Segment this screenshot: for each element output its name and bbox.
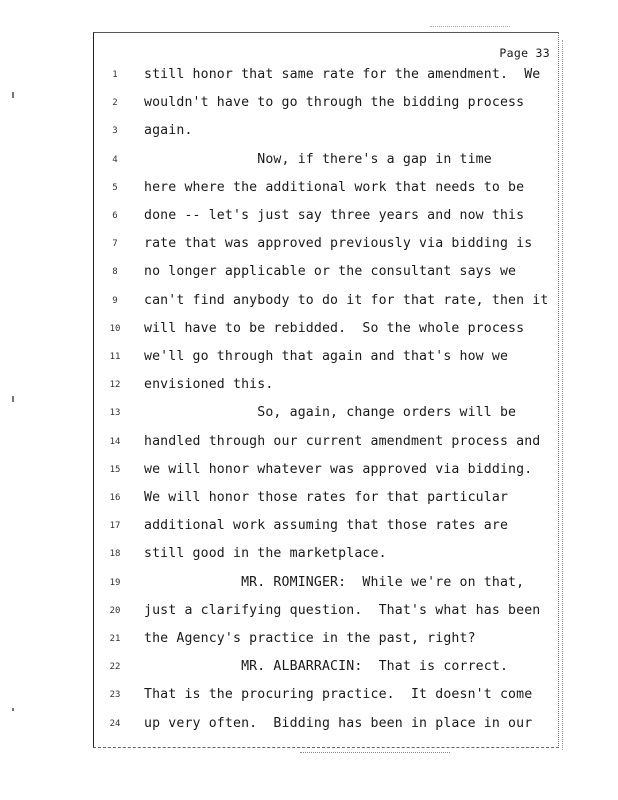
transcript-line: again.	[144, 123, 193, 139]
transcript-line: Now, if there's a gap in time	[144, 151, 492, 167]
transcript-line: MR. ALBARRACIN: That is correct.	[144, 659, 509, 675]
line-number: 3	[112, 126, 118, 137]
line-number: 9	[112, 295, 118, 306]
line-number: 14	[109, 436, 121, 447]
transcript-line: still good in the marketplace.	[144, 546, 387, 562]
line-number: 6	[112, 211, 118, 221]
line-number: 24	[109, 718, 121, 729]
line-number: 13	[109, 408, 121, 419]
line-number: 2	[112, 98, 118, 109]
line-number: 23	[109, 690, 121, 701]
transcript-line: That is the procuring practice. It doesn't come	[144, 687, 533, 703]
transcript-line: no longer applicable or the consultant says we	[144, 264, 517, 280]
line-number: 15	[109, 464, 121, 475]
transcript-page	[93, 32, 559, 748]
scan-artifact-top	[430, 26, 510, 28]
transcript-line: we will honor whatever was approved via bidding.	[144, 461, 533, 477]
transcript-line: still honor that same rate for the amendment. We	[144, 67, 541, 82]
line-number: 20	[109, 605, 121, 616]
page-number: Page 33	[499, 46, 550, 60]
margin-mark	[12, 396, 14, 402]
transcript-line: up very often. Bidding has been in place in our	[144, 715, 533, 731]
transcript-line: handled through our current amendment process and	[144, 433, 541, 449]
line-number: 12	[109, 380, 121, 391]
transcript-line: here where the additional work that needs to be	[144, 179, 525, 195]
scan-artifact-bottom	[300, 752, 450, 754]
transcript-line: additional work assuming that those rates are	[144, 518, 509, 534]
transcript-line: will have to be rebidded. So the whole process	[144, 320, 525, 336]
line-number: 19	[109, 577, 121, 588]
transcript-line: rate that was approved previously via bidding is	[144, 236, 533, 252]
margin-mark	[12, 92, 14, 98]
line-number: 11	[109, 352, 121, 362]
transcript-line: done -- let's just say three years and now this	[144, 208, 525, 223]
line-number: 21	[109, 634, 121, 644]
margin-mark	[12, 708, 14, 711]
transcript-line: just a clarifying question. That's what has been	[144, 602, 541, 618]
page-edge-shadow	[562, 40, 564, 750]
line-number: 18	[109, 549, 121, 560]
transcript-line: So, again, change orders will be	[144, 405, 517, 421]
line-number: 5	[112, 182, 118, 193]
transcript-line: envisioned this.	[144, 377, 274, 393]
line-number: 17	[109, 521, 121, 532]
transcript-line: wouldn't have to go through the bidding process	[144, 95, 525, 111]
line-number: 7	[112, 239, 118, 250]
transcript-line: MR. ROMINGER: While we're on that,	[144, 574, 525, 590]
line-number: 22	[109, 662, 121, 673]
line-number: 10	[109, 323, 121, 334]
line-number: 1	[112, 70, 118, 80]
line-number: 4	[112, 154, 118, 165]
transcript-line: we'll go through that again and that's how we	[144, 349, 509, 364]
line-number: 16	[109, 493, 121, 503]
transcript-line: can't find anybody to do it for that rate, then it	[144, 292, 549, 308]
line-number: 8	[112, 267, 118, 278]
transcript-line: We will honor those rates for that particular	[144, 490, 509, 505]
transcript-line: the Agency's practice in the past, right?	[144, 631, 476, 646]
